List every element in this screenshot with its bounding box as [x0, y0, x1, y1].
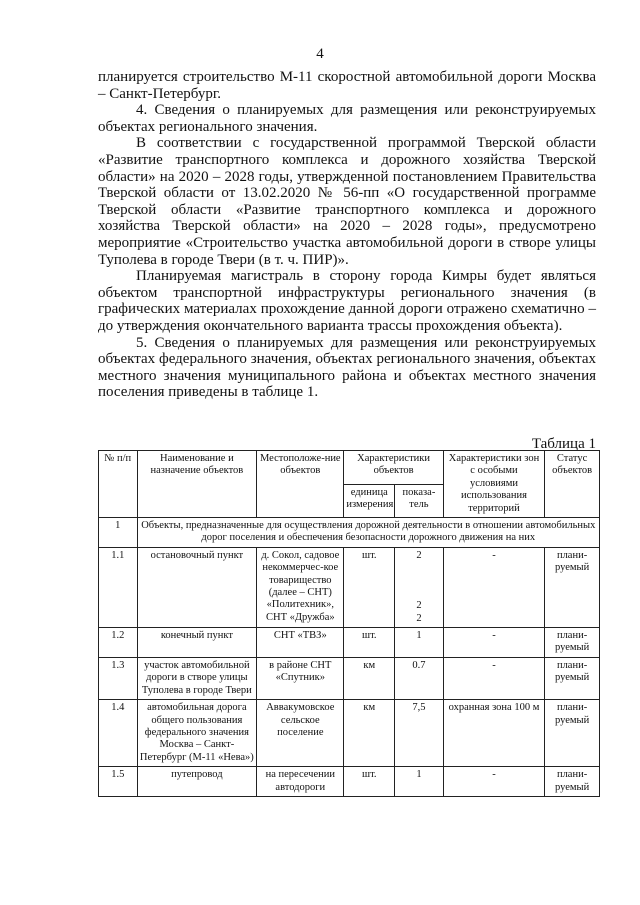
- header-indicator: показа-тель: [395, 484, 444, 518]
- row-status: плани-руемый: [545, 547, 600, 627]
- row-value-top: 2: [416, 549, 422, 561]
- row-location: в районе СНТ «Спутник»: [257, 657, 344, 699]
- paragraph-1: планируется строительство М-11 скоростной автомобильной дороги Москва – Санкт-Петербург.: [98, 69, 596, 102]
- row-num: 1.3: [99, 657, 138, 699]
- row-location: СНТ «ТВЗ»: [257, 628, 344, 658]
- paragraph-3: В соответствии с государственной программой Тверской области «Развитие транспортного комплекса и дорожного хозяйства Тверской области» на 2020 – 2028 годы, утвержденной постановлением Правительства Тверской области от 13.02.2020 № 56-пп «О государственной программе Тверской области «Развитие транспортного комплекса и дорожного хозяйства Тверской области» на 2020 – 2028 годы», предусмотрено мероприятие «Строительство участка автомобильной дороги в створе улицы Туполева в городе Твери (в т. ч. ПИР)».: [98, 135, 596, 268]
- paragraph-5: 5. Сведения о планируемых для размещения или реконструируемых объектах федерального значения, объектах регионального значения, объектах местного значения муниципального района и объектах местного значения поселения приведены в таблице 1.: [98, 334, 596, 401]
- row-location: Аввакумовское сельское поселение: [257, 700, 344, 767]
- table-caption: Таблица 1: [531, 436, 596, 452]
- row-unit: шт.: [344, 628, 395, 658]
- table-row: [99, 547, 600, 627]
- row-zone: -: [443, 628, 544, 658]
- table-row: [99, 767, 600, 797]
- header-status: Статус объектов: [545, 451, 600, 518]
- row-name: автомобильная дорога общего пользования федерального значения Москва – Санкт-Петербург (М-11 «Нева»): [137, 700, 257, 767]
- section-num: 1: [99, 518, 138, 548]
- header-characteristics: Характеристики объектов: [344, 451, 443, 485]
- paragraph-2: 4. Сведения о планируемых для размещения или реконструируемых объектах регионального значения.: [98, 102, 596, 135]
- body-text: [98, 69, 596, 401]
- row-unit: км: [344, 657, 395, 699]
- row-unit: шт.: [344, 767, 395, 797]
- row-name: конечный пункт: [137, 628, 257, 658]
- table-row: [99, 700, 600, 767]
- header-zones: Характеристики зон с особыми условиями использования территорий: [443, 451, 544, 518]
- section-title: Объекты, предназначенные для осуществления дорожной деятельности в отношении автомобильных дорог поселения и обеспечения безопасности дорожного движения на них: [137, 518, 599, 548]
- row-status: плани-руемый: [545, 700, 600, 767]
- table-header-row: [99, 451, 600, 485]
- row-num: 1.5: [99, 767, 138, 797]
- row-zone: -: [443, 547, 544, 627]
- row-value: 7,5: [395, 700, 444, 767]
- row-status: плани-руемый: [545, 767, 600, 797]
- row-status: плани-руемый: [545, 628, 600, 658]
- row-value-bottom: 2 2: [416, 600, 422, 624]
- row-value: 1: [395, 767, 444, 797]
- objects-table: [98, 450, 600, 797]
- paragraph-4: Планируемая магистраль в сторону города Кимры будет являться объектом транспортной инфраструктуры регионального значения (в графических материалах прохождение данной дороги отражено схематично – до утверждения окончательного варианта трассы прохождения объекта).: [98, 268, 596, 334]
- table-row: [99, 628, 600, 658]
- row-zone: -: [443, 657, 544, 699]
- row-num: 1.4: [99, 700, 138, 767]
- row-name: участок автомобильной дороги в створе улицы Туполева в городе Твери: [137, 657, 257, 699]
- table-row: [99, 657, 600, 699]
- row-num: 1.1: [99, 547, 138, 627]
- row-value: 0.7: [395, 657, 444, 699]
- row-value: 1: [395, 628, 444, 658]
- row-zone: -: [443, 767, 544, 797]
- header-unit: единица измерения: [344, 484, 395, 518]
- row-location: д. Сокол, садовое некоммерчес-кое товарищество (далее – СНТ) «Политехник», СНТ «Дружба»: [257, 547, 344, 627]
- row-status: плани-руемый: [545, 657, 600, 699]
- row-value: [395, 547, 444, 627]
- row-location: на пересечении автодороги: [257, 767, 344, 797]
- header-name: Наименование и назначение объектов: [137, 451, 257, 518]
- row-name: остановочный пункт: [137, 547, 257, 627]
- page-number: 4: [316, 46, 324, 62]
- row-unit: км: [344, 700, 395, 767]
- header-num: № п/п: [99, 451, 138, 518]
- header-location: Местоположе-ние объектов: [257, 451, 344, 518]
- row-zone: охранная зона 100 м: [443, 700, 544, 767]
- row-name: путепровод: [137, 767, 257, 797]
- section-row: [99, 518, 600, 548]
- row-unit: шт.: [344, 547, 395, 627]
- row-num: 1.2: [99, 628, 138, 658]
